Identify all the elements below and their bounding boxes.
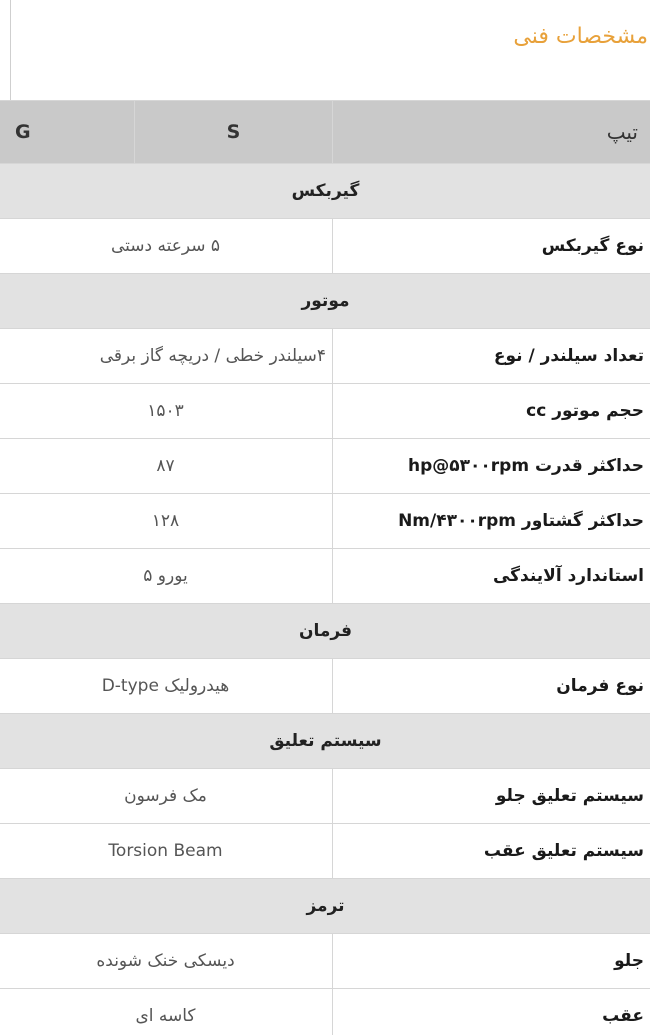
table-row <box>0 494 650 549</box>
row-label-steering-type: نوع فرمان <box>333 659 650 714</box>
row-value-front-brake: دیسکی خنک شونده <box>0 934 333 989</box>
section-title-brakes: ترمز <box>0 879 650 934</box>
table-row <box>0 659 650 714</box>
column-header-type: تیپ <box>333 101 650 164</box>
spec-table <box>0 100 650 1035</box>
section-title-steering: فرمان <box>0 604 650 659</box>
left-border <box>0 0 11 100</box>
table-header-row <box>0 101 650 164</box>
table-row <box>0 439 650 494</box>
row-label-front-brake: جلو <box>333 934 650 989</box>
page-title: مشخصات فنی <box>513 24 648 49</box>
section-row-engine <box>0 274 650 329</box>
table-row <box>0 934 650 989</box>
section-row-steering <box>0 604 650 659</box>
row-label-cylinders: تعداد سیلندر / نوع <box>333 329 650 384</box>
table-row <box>0 329 650 384</box>
table-row <box>0 219 650 274</box>
row-value-gearbox-type: ۵ سرعته دستی <box>0 219 333 274</box>
row-value-cylinders: ۴سیلندر خطی / دریچه گاز برقی <box>0 329 333 384</box>
row-value-rear-brake: کاسه ای <box>0 989 333 1035</box>
section-title-gearbox: گیربکس <box>0 164 650 219</box>
row-value-max-power: ۸۷ <box>0 439 333 494</box>
row-label-emission: استاندارد آلایندگی <box>333 549 650 604</box>
column-header-s: S <box>135 101 333 164</box>
table-row <box>0 384 650 439</box>
row-value-emission: یورو ۵ <box>0 549 333 604</box>
section-row-brakes <box>0 879 650 934</box>
row-value-steering-type: هیدرولیک D-type <box>0 659 333 714</box>
table-row <box>0 989 650 1035</box>
row-label-front-suspension: سیستم تعلیق جلو <box>333 769 650 824</box>
section-title-engine: موتور <box>0 274 650 329</box>
row-value-front-suspension: مک فرسون <box>0 769 333 824</box>
row-label-max-power: حداکثر قدرت hp@۵۳۰۰rpm <box>333 439 650 494</box>
column-header-g: G <box>0 101 135 164</box>
row-label-displacement: حجم موتور cc <box>333 384 650 439</box>
table-row <box>0 549 650 604</box>
row-value-displacement: ۱۵۰۳ <box>0 384 333 439</box>
row-label-gearbox-type: نوع گیربکس <box>333 219 650 274</box>
table-row <box>0 824 650 879</box>
row-label-rear-suspension: سیستم تعلیق عقب <box>333 824 650 879</box>
section-title-suspension: سیستم تعلیق <box>0 714 650 769</box>
row-value-max-torque: ۱۲۸ <box>0 494 333 549</box>
section-row-suspension <box>0 714 650 769</box>
row-label-rear-brake: عقب <box>333 989 650 1035</box>
table-row <box>0 769 650 824</box>
row-value-rear-suspension: Torsion Beam <box>0 824 333 879</box>
section-row-gearbox <box>0 164 650 219</box>
row-label-max-torque: حداکثر گشتاور Nm/۴۳۰۰rpm <box>333 494 650 549</box>
